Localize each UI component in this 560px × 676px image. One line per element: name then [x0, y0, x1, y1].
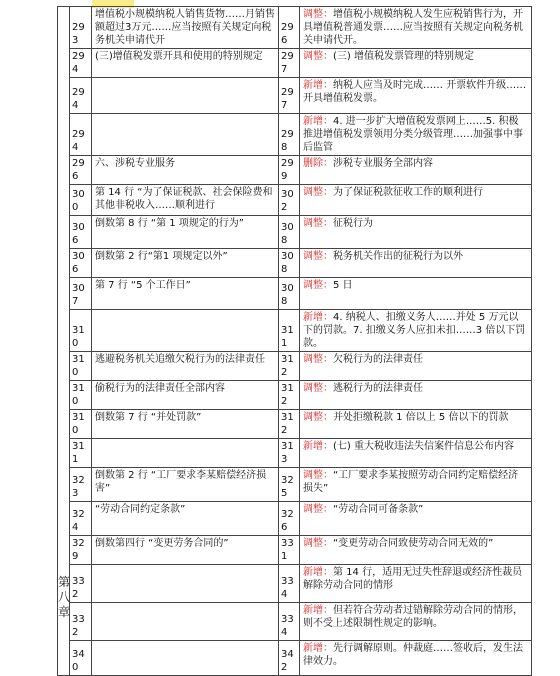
change-description-cell	[300, 410, 532, 439]
change-description-cell	[300, 565, 532, 603]
chapter-column-cell	[58, 216, 70, 249]
revision-table	[57, 6, 532, 676]
change-description-text: 5 日	[333, 280, 353, 291]
table-row	[58, 381, 532, 410]
old-content-cell: 倒数第四行 “变更劳务合同的”	[92, 536, 279, 565]
old-page-number: 332	[70, 603, 92, 641]
new-page-number: 308	[279, 216, 300, 249]
change-description-text: “工厂要求李某按照劳动合同约定赔偿经济损失”	[303, 470, 519, 494]
old-content-cell	[92, 310, 279, 352]
table-row	[58, 49, 532, 78]
change-type-tag: 调整：	[303, 280, 333, 291]
change-type-tag: 调整：	[303, 354, 333, 365]
new-page-number: 297	[279, 49, 300, 78]
change-type-tag: 新增：	[303, 312, 333, 323]
change-description-text: 为了保证税款征收工作的顺利进行	[333, 187, 483, 198]
change-description-text: 税务机关作出的征税行为以外	[333, 251, 463, 262]
new-page-number: 298	[279, 114, 300, 156]
table-row	[58, 565, 532, 603]
change-description-cell	[300, 278, 532, 310]
chapter-column-cell	[58, 185, 70, 216]
old-page-number: 306	[70, 216, 92, 249]
table-row	[58, 216, 532, 249]
old-page-number: 310	[70, 310, 92, 352]
change-description-cell	[300, 156, 532, 185]
change-description-cell	[300, 49, 532, 78]
change-type-tag: 调整：	[303, 504, 333, 515]
old-content-cell: 六、涉税专业服务	[92, 156, 279, 185]
change-type-tag: 调整：	[303, 251, 333, 262]
change-description-text: 涉税专业服务全部内容	[333, 158, 433, 169]
old-page-number: 306	[70, 249, 92, 278]
chapter-column-cell	[58, 310, 70, 352]
old-content-cell: 倒数第 2 行“第1 项规定以外”	[92, 249, 279, 278]
table-row	[58, 603, 532, 641]
change-description-text: 征税行为	[333, 218, 373, 229]
old-content-cell	[92, 603, 279, 641]
change-description-text: (三) 增值税发票管理的特别规定	[333, 51, 474, 62]
table-row	[58, 114, 532, 156]
table-row	[58, 156, 532, 185]
new-page-number: 297	[279, 78, 300, 114]
change-description-text: 欠税行为的法律责任	[333, 354, 423, 365]
old-page-number: 300	[70, 185, 92, 216]
chapter-column-cell	[58, 381, 70, 410]
old-page-number: 294	[70, 114, 92, 156]
old-content-cell	[92, 641, 279, 676]
change-description-cell	[300, 536, 532, 565]
old-page-number: 311	[70, 439, 92, 468]
change-description-text: (七) 重大税收违法失信案件信息公布内容	[333, 441, 514, 452]
change-description-cell	[300, 381, 532, 410]
old-content-cell	[92, 114, 279, 156]
change-description-cell	[300, 185, 532, 216]
old-page-number: 323	[70, 468, 92, 502]
change-description-cell	[300, 310, 532, 352]
old-page-number: 296	[70, 156, 92, 185]
change-type-tag: 新增：	[303, 116, 333, 127]
change-description-cell	[300, 468, 532, 502]
chapter-column-cell	[58, 114, 70, 156]
old-content-cell	[92, 439, 279, 468]
table-row	[58, 185, 532, 216]
chapter-column-cell	[58, 78, 70, 114]
change-description-cell	[300, 352, 532, 381]
new-page-number: 308	[279, 278, 300, 310]
change-type-tag: 调整：	[303, 470, 333, 481]
table-row	[58, 410, 532, 439]
old-page-number: 332	[70, 565, 92, 603]
old-content-cell: “劳动合同约定条款”	[92, 502, 279, 536]
old-content-cell: 倒数第 8 行 “第 1 项规定的行为”	[92, 216, 279, 249]
table-row	[58, 502, 532, 536]
chapter-column-cell	[58, 7, 70, 49]
change-description-text: “劳动合同可备条款”	[333, 504, 424, 515]
change-description-cell	[300, 502, 532, 536]
change-description-cell	[300, 641, 532, 676]
old-content-cell: 增值税小规模纳税人销售货物……月销售额超过3万元……应当按照有关规定向税务机关申请代开	[92, 7, 279, 49]
change-description-text: 4. 进一步扩大增值税发票网上……5. 积极推进增值税发票领用分类分级管理……加强事中事后监管	[303, 116, 523, 153]
change-description-text: 逃税行为的法律责任	[333, 383, 423, 394]
change-type-tag: 调整：	[303, 218, 333, 229]
change-description-text: “变更劳动合同致使劳动合同无效的”	[333, 538, 494, 549]
old-content-cell: 第 14 行 “为了保证税款、社会保险费和其他非税收入……顺利进行	[92, 185, 279, 216]
change-type-tag: 新增：	[303, 441, 333, 452]
change-description-cell	[300, 114, 532, 156]
table-row	[58, 468, 532, 502]
change-type-tag: 新增：	[303, 643, 333, 654]
change-description-cell	[300, 439, 532, 468]
change-description-text: 并处拒缴税款 1 倍以上 5 倍以下的罚款	[333, 412, 509, 423]
change-type-tag: 调整：	[303, 187, 333, 198]
table-row	[58, 7, 532, 49]
new-page-number: 311	[279, 310, 300, 352]
change-description-text: 4. 纳税人、扣缴义务人……并处 5 万元以下的罚款。7. 扣缴义务人应扣未扣……3 倍以下罚款。	[303, 312, 526, 349]
change-type-tag: 新增：	[303, 567, 333, 578]
new-page-number: 296	[279, 7, 300, 49]
table-row	[58, 536, 532, 565]
new-page-number: 326	[279, 502, 300, 536]
new-page-number: 312	[279, 381, 300, 410]
change-type-tag: 删除：	[303, 158, 333, 169]
table-row	[58, 439, 532, 468]
old-content-cell: 逃避税务机关追缴欠税行为的法律责任	[92, 352, 279, 381]
table-row	[58, 352, 532, 381]
new-page-number: 331	[279, 536, 300, 565]
old-content-cell	[92, 78, 279, 114]
new-page-number: 302	[279, 185, 300, 216]
old-content-cell: 偷税行为的法律责任全部内容	[92, 381, 279, 410]
old-page-number: 310	[70, 381, 92, 410]
change-type-tag: 新增：	[303, 80, 333, 91]
table-row	[58, 278, 532, 310]
new-page-number: 334	[279, 603, 300, 641]
table-row	[58, 78, 532, 114]
table-row	[58, 641, 532, 676]
chapter-column-cell	[58, 278, 70, 310]
chapter-column-cell	[58, 536, 70, 565]
change-description-cell	[300, 603, 532, 641]
change-type-tag: 调整：	[303, 538, 333, 549]
change-description-cell	[300, 78, 532, 114]
old-page-number: 310	[70, 352, 92, 381]
old-page-number: 329	[70, 536, 92, 565]
chapter-column-cell	[58, 49, 70, 78]
change-description-cell	[300, 249, 532, 278]
change-description-text: 但若符合劳动者过错解除劳动合同的情形，则不受上述限制性规定的影响。	[303, 605, 523, 629]
new-page-number: 313	[279, 439, 300, 468]
old-page-number: 324	[70, 502, 92, 536]
chapter-column-cell	[58, 468, 70, 502]
old-content-cell	[92, 565, 279, 603]
old-content-cell: 倒数第 2 行 “工厂要求李某赔偿经济损害”	[92, 468, 279, 502]
new-page-number: 308	[279, 249, 300, 278]
old-page-number: 310	[70, 410, 92, 439]
change-type-tag: 调整：	[303, 51, 333, 62]
change-type-tag: 调整：	[303, 9, 333, 20]
old-page-number: 340	[70, 641, 92, 676]
change-type-tag: 新增：	[303, 605, 333, 616]
change-description-cell	[300, 7, 532, 49]
table-row	[58, 310, 532, 352]
chapter-label: 第八章	[57, 575, 70, 619]
change-description-text: 第 14 行，适用无过失性辞退或经济性裁员解除劳动合同的情形	[303, 567, 523, 591]
table-row	[58, 249, 532, 278]
new-page-number: 342	[279, 641, 300, 676]
chapter-column-cell	[58, 502, 70, 536]
chapter-column-cell	[58, 352, 70, 381]
new-page-number: 312	[279, 410, 300, 439]
chapter-column-cell	[58, 249, 70, 278]
new-page-number: 299	[279, 156, 300, 185]
change-type-tag: 调整：	[303, 412, 333, 423]
chapter-column-cell	[58, 641, 70, 676]
change-description-cell	[300, 216, 532, 249]
change-type-tag: 调整：	[303, 383, 333, 394]
chapter-column-cell	[58, 439, 70, 468]
change-description-text: 增值税小规模纳税人发生应税销售行为，开具增值税普通发票……应当按照有关规定向税务机关申请代开。	[303, 9, 523, 46]
revision-table-body	[58, 7, 532, 676]
old-page-number: 293	[70, 7, 92, 49]
old-page-number: 294	[70, 49, 92, 78]
old-content-cell: (三)增值税发票开具和使用的特别规定	[92, 49, 279, 78]
old-page-number: 294	[70, 78, 92, 114]
chapter-column-cell	[58, 156, 70, 185]
old-content-cell: 第 7 行 “5 个工作日”	[92, 278, 279, 310]
old-page-number: 307	[70, 278, 92, 310]
chapter-column-cell	[58, 410, 70, 439]
new-page-number: 325	[279, 468, 300, 502]
new-page-number: 312	[279, 352, 300, 381]
new-page-number: 334	[279, 565, 300, 603]
change-description-text: 先行调解原则。仲裁庭……签收后，发生法律效力。	[303, 643, 523, 667]
old-content-cell: 倒数第 7 行 “并处罚款”	[92, 410, 279, 439]
change-description-text: 纳税人应当及时完成…… 开票软件升级……开具增值税发票。	[303, 80, 527, 104]
